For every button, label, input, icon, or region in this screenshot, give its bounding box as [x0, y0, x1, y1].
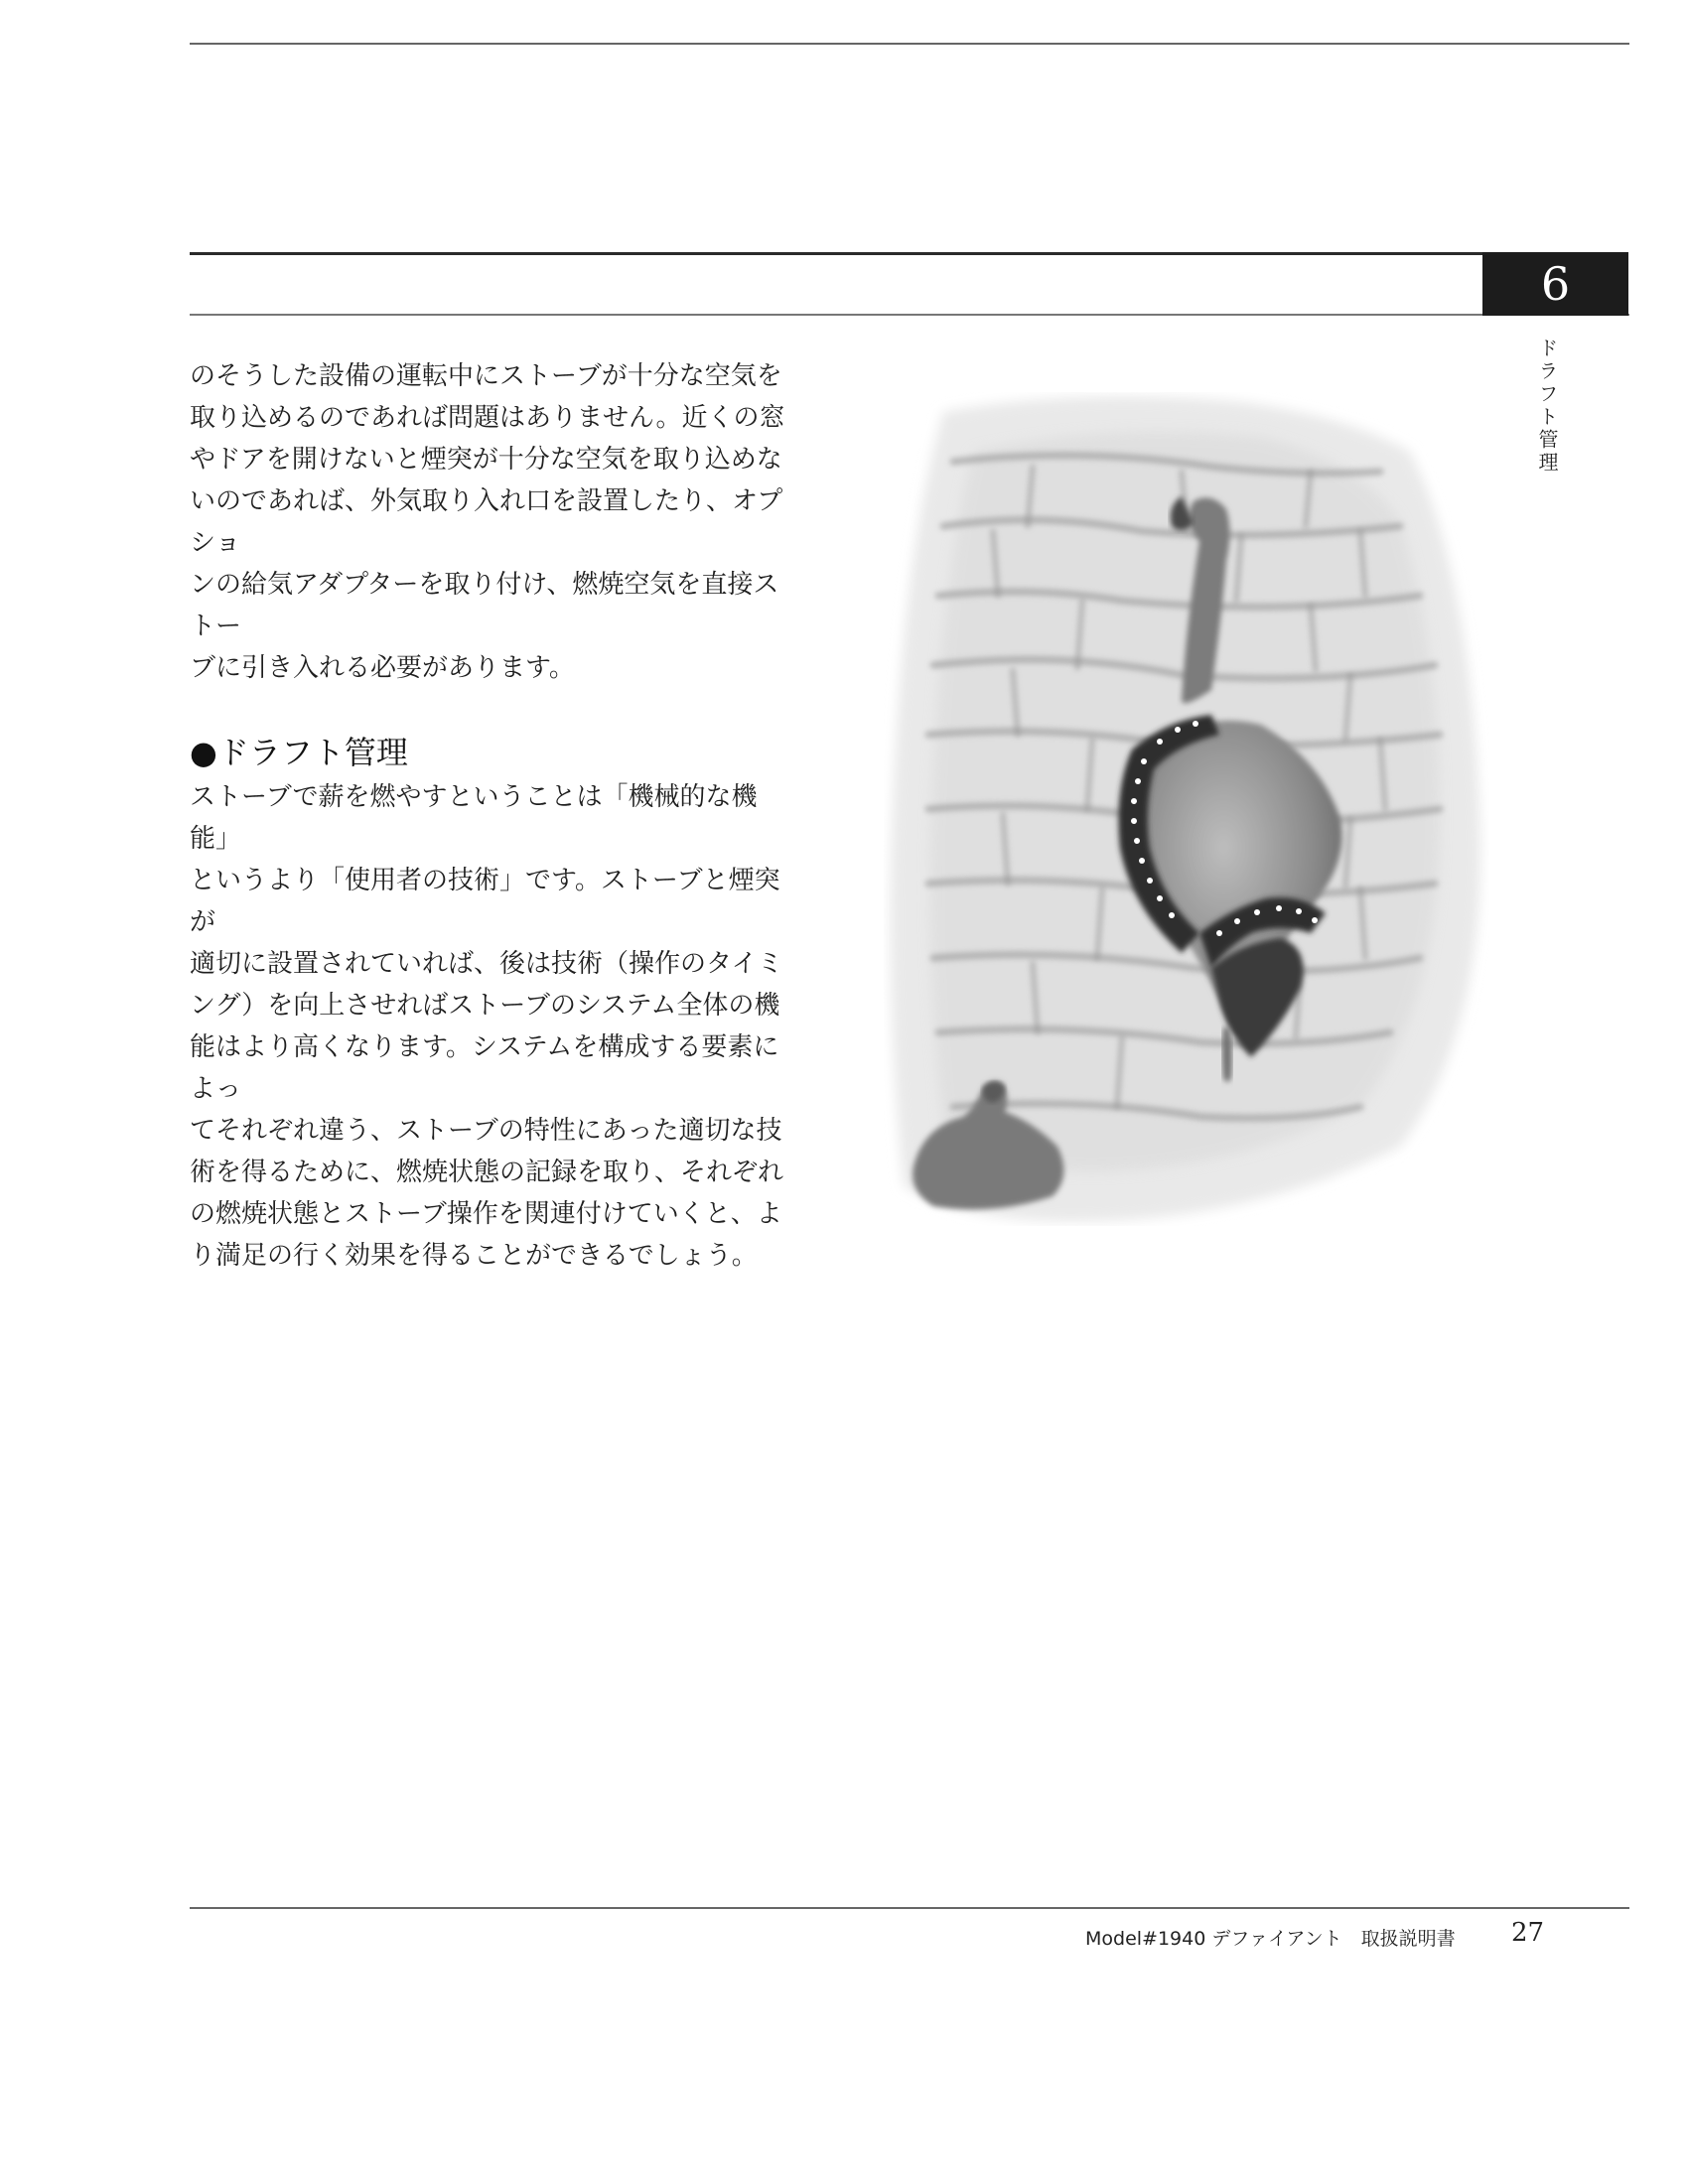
bellows-on-stone-wall-illustration: [884, 392, 1489, 1226]
page-number: 27: [1511, 1918, 1545, 1948]
top-rule: [190, 43, 1629, 45]
chapter-number-badge: 6: [1482, 252, 1628, 316]
intro-paragraph: のそうした設備の運転中にストーブが十分な空気を 取り込めるのであれば問題はありません。近くの窓 やドアを開けないと煙突が十分な空気を取り込めな いのであれば、外気取り入れ口を設置したり、オプショ ンの給気アダプターを取り付け、燃焼空気を直接ストー ブに引き入れる必要があります。: [190, 361, 785, 683]
chapter-side-label: ドラフト管理: [1535, 338, 1559, 475]
main-text-column: [190, 355, 785, 1277]
footer-rule: [190, 1907, 1629, 1909]
chapter-underline-rule: [190, 314, 1629, 316]
footer-document-title: Model#1940 デファイアント 取扱説明書: [1085, 1928, 1456, 1950]
chapter-rule: [190, 252, 1619, 255]
section-paragraph: ストーブで薪を燃やすということは「機械的な機能」 というより「使用者の技術」です。ストーブと煙突が 適切に設置されていれば、後は技術（操作のタイミ ング）を向上させればストーブのシステム全体の機 能はより高くなります。システムを構成する要素によっ てそれぞれ違う、ストーブの特性にあった適切な技 術を得るために、燃焼状態の記録を取り、それぞれ の燃焼状態とストーブ操作を関連付けていくと、よ り満足の行く効果を得ることができるでしょう。: [190, 782, 784, 1271]
section-heading: ●ドラフト管理: [190, 734, 408, 771]
